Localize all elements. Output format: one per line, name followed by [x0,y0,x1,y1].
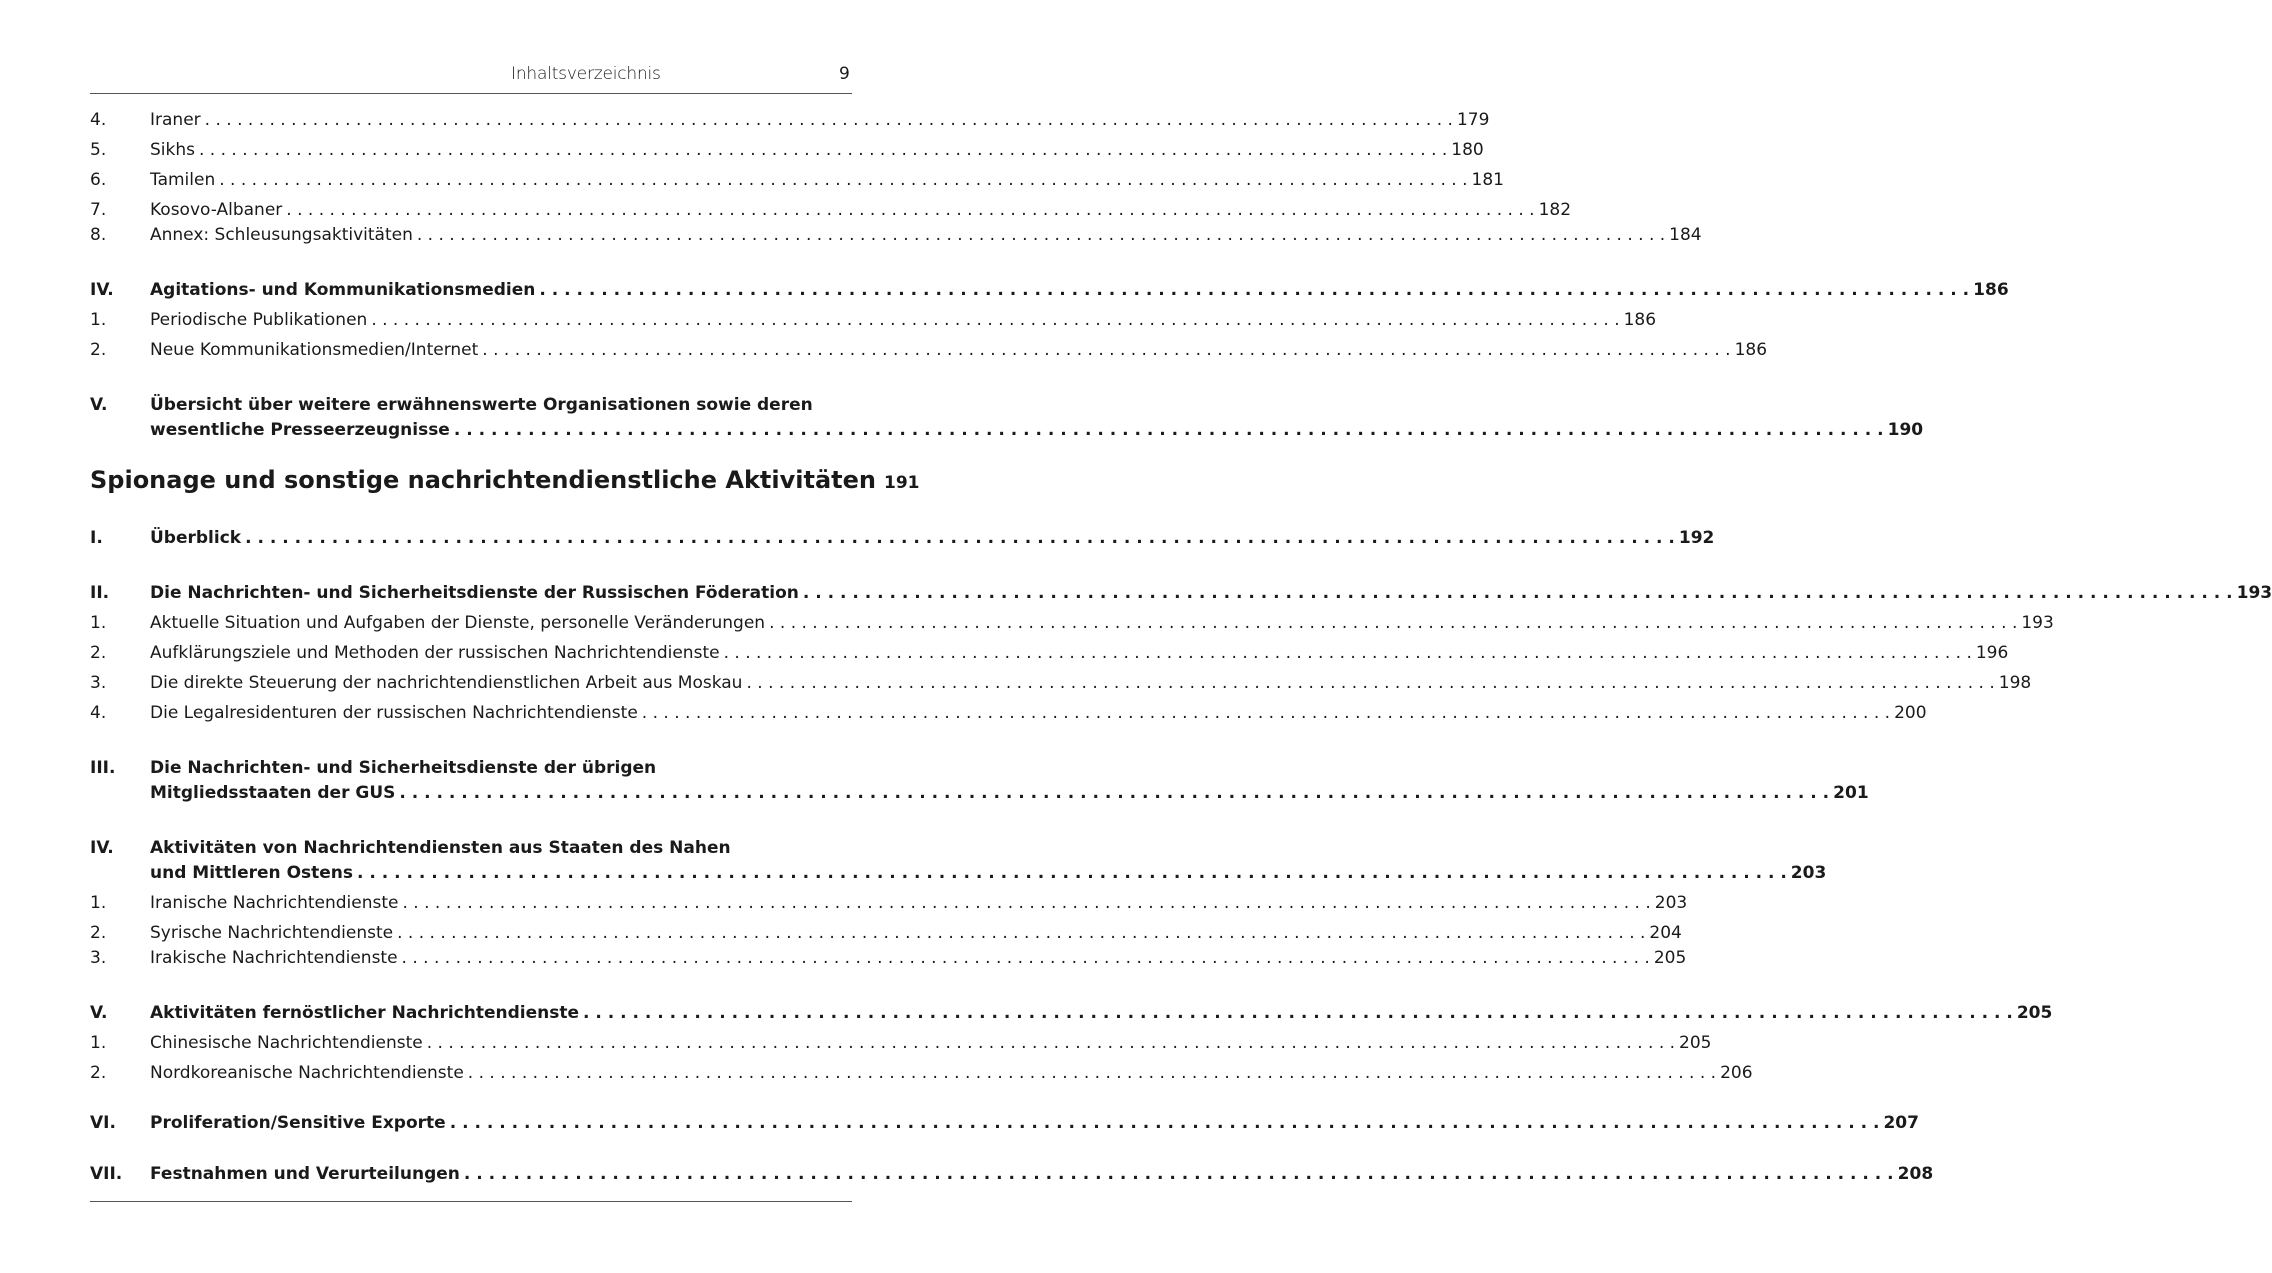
toc-entry [90,612,2054,634]
dot-leader [769,612,2017,634]
toc-entry-title: Irakische Nachrichtendienste [150,948,398,968]
toc-entry [90,309,1657,331]
dot-leader [397,922,1645,944]
toc-entry-page: 184 [1669,225,1702,245]
toc-entry [90,642,2009,664]
dot-leader [583,1002,2013,1024]
toc-entry [90,837,1827,885]
dot-leader [205,109,1453,131]
toc-entry-number: 2. [90,1063,107,1083]
toc-entry [90,1163,1934,1185]
toc-entry [90,527,1715,549]
dot-leader [417,224,1665,246]
chapter-heading [90,466,920,494]
dot-leader [539,279,1969,301]
dot-leader [219,169,1467,191]
toc-entry [90,1062,1753,1084]
toc-entry-number: 2. [90,923,107,943]
toc-entry-number: 2. [90,643,107,663]
footer-rule [90,1201,852,1202]
toc-entry-page: 205 [1679,1033,1712,1053]
toc-entry-title: Sikhs [150,140,195,160]
toc-entry [90,1002,2053,1024]
toc-entry [90,199,1572,221]
toc-entry-page: 179 [1456,110,1490,130]
toc-entry-page: 193 [2236,583,2272,603]
toc-entry-number: IV. [90,838,114,858]
toc-entry-page: 186 [1973,280,2009,300]
toc-entry [90,702,1927,724]
dot-leader [642,702,1890,724]
toc-entry-title: Periodische Publikationen [150,310,368,330]
toc-entry-page: 203 [1790,863,1827,883]
toc-entry-page: 205 [2016,1003,2053,1023]
toc-entry [90,757,1869,805]
toc-entry-number: VI. [90,1113,116,1133]
toc-entry [90,892,1688,914]
toc-entry-title: Aufklärungsziele und Methoden der russischen Nachrichtendienste [150,643,720,663]
toc-entry-number: 5. [90,140,107,160]
dot-leader [746,672,1994,694]
toc-entry-number: I. [90,528,103,548]
toc-entry [90,279,2009,301]
toc-entry-number: 7. [90,200,107,220]
toc-entry-title-line1: Die Nachrichten- und Sicherheitsdienste der übrigen [150,758,657,778]
toc-entry [90,109,1490,131]
dot-leader [464,1163,1894,1185]
dot-leader [402,892,1650,914]
toc-entry-title-line1: Aktivitäten von Nachrichtendiensten aus Staaten des Nahen [150,838,731,858]
toc-entry-title: Nordkoreanische Nachrichtendienste [150,1063,464,1083]
toc-entry-number: II. [90,583,110,603]
dot-leader [399,782,1829,804]
toc-entry-page: 182 [1538,200,1572,220]
toc-entry-page: 198 [1998,673,2032,693]
toc-entry-title: Tamilen [150,170,216,190]
dot-leader [450,1112,1880,1134]
toc-entry-number: IV. [90,280,114,300]
toc-entry-number: V. [90,395,108,415]
toc-entry-page: 196 [1975,643,2009,663]
dot-leader [402,947,1650,969]
toc-entry-page: 203 [1654,893,1688,913]
toc-entry [90,1032,1712,1054]
toc-entry-title: Chinesische Nachrichtendienste [150,1033,423,1053]
toc-entry [90,169,1504,191]
toc-entry-title: Annex: Schleusungsaktivitäten [150,225,413,245]
dot-leader [245,527,1675,549]
toc-entry-number: 2. [90,340,107,360]
toc-entry-title: Iranische Nachrichtendienste [150,893,399,913]
toc-entry [90,224,1702,246]
chapter-title: Spionage und sonstige nachrichtendienstliche Aktivitäten [90,466,876,494]
dot-leader [427,1032,1675,1054]
toc-entry-title: Die Nachrichten- und Sicherheitsdienste der Russischen Föderation [150,583,799,603]
toc-entry-number: V. [90,1003,108,1023]
toc-entry [90,672,2032,694]
toc-entry-title: Syrische Nachrichtendienste [150,923,394,943]
toc-entry-title: Aktivitäten fernöstlicher Nachrichtendienste [150,1003,580,1023]
toc-entry-title: Iraner [150,110,201,130]
page-number: 9 [839,64,850,84]
dot-leader [803,582,2233,604]
chapter-page: 191 [883,473,920,493]
toc-entry-page: 207 [1883,1113,1919,1133]
toc-entry [90,139,1484,161]
toc-entry-number: 1. [90,310,107,330]
running-header-title: Inhaltsverzeichnis [511,64,661,84]
toc-entry-title: Proliferation/Sensitive Exporte [150,1113,446,1133]
toc-entry [90,922,1682,944]
toc-entry-page: 206 [1720,1063,1753,1083]
toc-entry-page: 205 [1653,948,1687,968]
toc-entry-title: Aktuelle Situation und Aufgaben der Dienste, personelle Veränderungen [150,613,766,633]
toc-entry-title: Mitgliedsstaaten der GUS [150,783,396,803]
toc-entry-number: 1. [90,1033,107,1053]
toc-entry-number: 3. [90,948,107,968]
toc-entry-number: 4. [90,703,107,723]
toc-entry-page: 186 [1623,310,1657,330]
toc-entry-number: 3. [90,673,107,693]
toc-entry [90,582,2272,604]
toc-entry-number: 1. [90,613,107,633]
toc-entry-page: 192 [1678,528,1715,548]
toc-entry-number: 8. [90,225,107,245]
toc-entry-title-line1: Übersicht über weitere erwähnenswerte Organisationen sowie deren [150,395,813,415]
toc-entry-number: 1. [90,893,107,913]
toc-entry-page: 193 [2021,613,2054,633]
toc-entry-title: wesentliche Presseerzeugnisse [150,420,450,440]
toc-entry-title: Überblick [150,528,242,548]
toc-entry-page: 186 [1734,340,1768,360]
toc-entry [90,339,1768,361]
toc-entry-page: 200 [1894,703,1927,723]
dot-leader [468,1062,1716,1084]
dot-leader [371,309,1619,331]
toc-entry-page: 181 [1471,170,1504,190]
dot-leader [454,419,1884,441]
toc-entry-page: 208 [1897,1164,1934,1184]
dot-leader [286,199,1534,221]
toc-entry [90,394,1924,442]
toc-entry-page: 201 [1833,783,1869,803]
toc-entry-title: Neue Kommunikationsmedien/Internet [150,340,479,360]
toc-entry-page: 204 [1649,923,1682,943]
dot-leader [724,642,1972,664]
toc-entry-number: VII. [90,1164,123,1184]
toc-entry-number: 6. [90,170,107,190]
toc-entry-number: 4. [90,110,107,130]
toc-entry-page: 180 [1451,140,1484,160]
dot-leader [482,339,1730,361]
toc-entry-number: III. [90,758,116,778]
toc-entry-title: Die direkte Steuerung der nachrichtendienstlichen Arbeit aus Moskau [150,673,743,693]
toc-entry-title: Die Legalresidenturen der russischen Nachrichtendienste [150,703,638,723]
toc-entry-title: Festnahmen und Verurteilungen [150,1164,460,1184]
header-rule [90,93,852,94]
toc-entry-page: 190 [1887,420,1924,440]
toc-entry-title: und Mittleren Ostens [150,863,354,883]
toc-entry [90,947,1687,969]
toc-entry-title: Agitations- und Kommunikationsmedien [150,280,536,300]
dot-leader [199,139,1447,161]
toc-entry [90,1112,1919,1134]
dot-leader [357,862,1787,884]
toc-entry-title: Kosovo-Albaner [150,200,283,220]
